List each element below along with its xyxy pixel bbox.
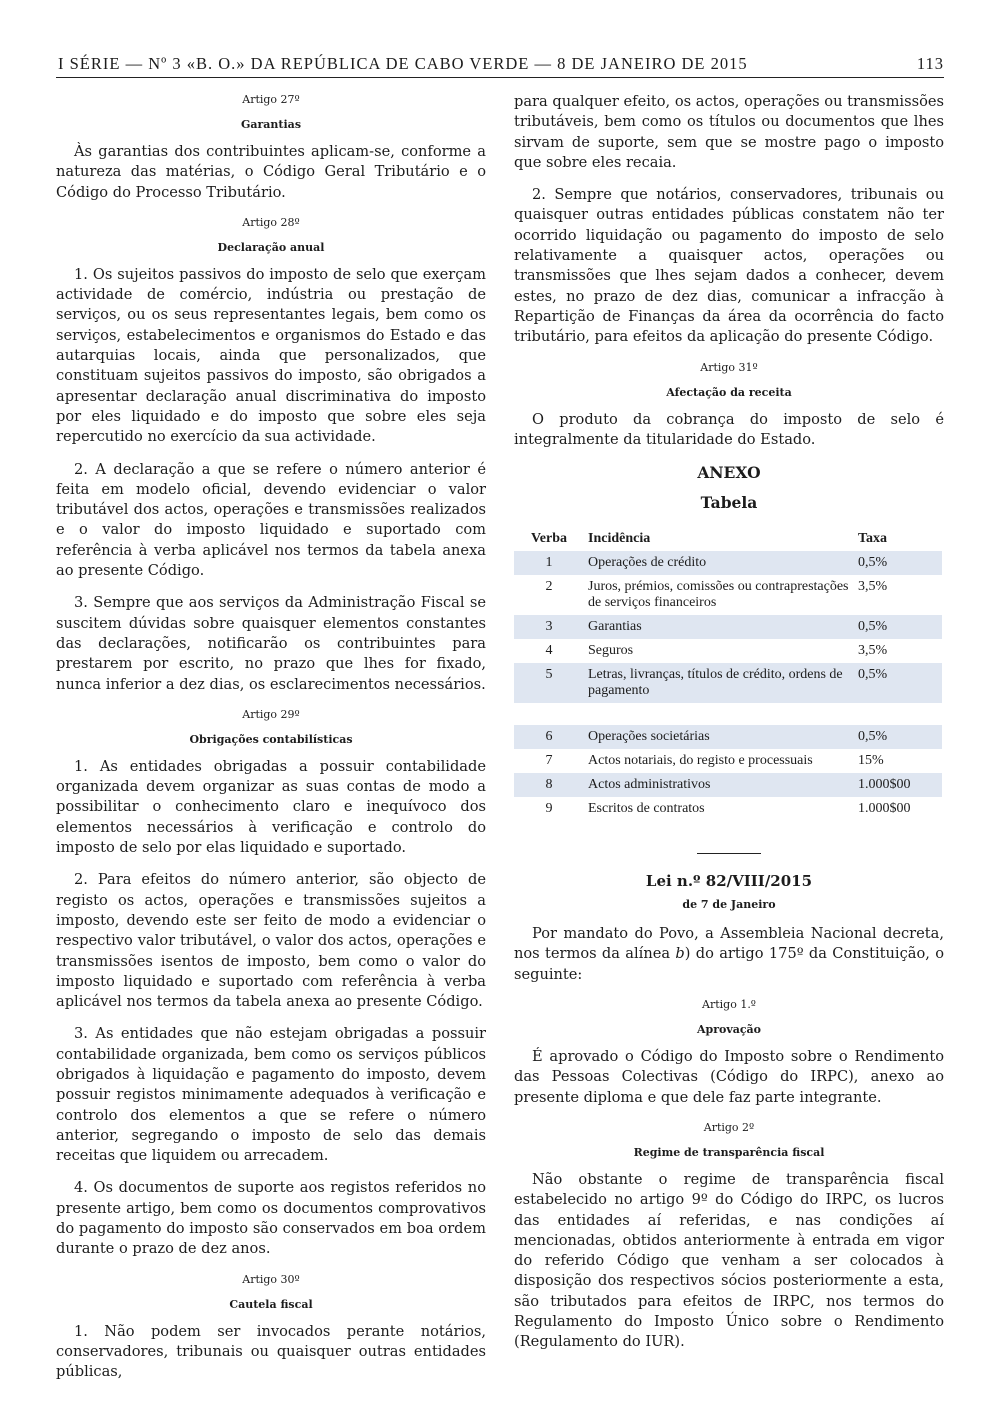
tax-table bbox=[514, 528, 942, 821]
article-1-heading: Aprovação bbox=[696, 1023, 762, 1037]
paragraph: 4. Os documentos de suporte aos registos referidos no presente artigo, bem como os documentos comprovativos do pagamento do imposto são conservados em boa ordem durante o prazo de dez anos. bbox=[56, 1179, 486, 1258]
paragraph: 1. As entidades obrigadas a possuir contabilidade organizada devem organizar as suas contas de modo a possibilitar o conhecimento claro e inequívoco dos elementos necessários à verificação e controlo do imposto de selo por elas liquidado e suportado. bbox=[56, 757, 486, 857]
cell-taxa: 1.000$00 bbox=[858, 801, 911, 817]
article-28-label: Artigo 28º bbox=[242, 215, 300, 229]
table-row bbox=[514, 797, 942, 821]
cell-incidencia: Juros, prémios, comissões ou contraprestações de serviços financeiros bbox=[588, 579, 849, 611]
cell-verba: 7 bbox=[545, 753, 553, 769]
article-31-label: Artigo 31º bbox=[700, 360, 758, 374]
law-intro-c: ) do artigo 175º da Constituição, o seguinte: bbox=[514, 945, 944, 983]
table-header-row bbox=[514, 528, 942, 551]
law-intro bbox=[514, 924, 944, 985]
cell-incidencia: Operações de crédito bbox=[584, 551, 854, 575]
article-27-label: Artigo 27º bbox=[242, 93, 300, 106]
cell-taxa: 0,5% bbox=[854, 615, 942, 639]
cell-taxa: 0,5% bbox=[854, 551, 942, 575]
paragraph: Não obstante o regime de transparência fiscal estabelecido no artigo 9º do Código do IRPC, os lucros das entidades aí referidas, e nas condições aí mencionadas, obtidos anteriormente à entrada em vigor do referido Código que venham a ser colocados à disposição dos respectivos sócios posteriormente a esta, são tributados para efeitos de IRPC, nos termos do Regulamento do Imposto Único sobre o Rendimento (Regulamento do IUR). bbox=[514, 1170, 944, 1351]
left-column bbox=[56, 92, 486, 1395]
cell-taxa: 0,5% bbox=[854, 725, 942, 749]
table-row bbox=[514, 615, 942, 639]
table-row bbox=[514, 575, 942, 615]
article-29-heading: Obrigações contabilísticas bbox=[189, 732, 353, 746]
article-28-heading: Declaração anual bbox=[217, 240, 325, 254]
page-header bbox=[58, 54, 944, 76]
table-row bbox=[514, 773, 942, 797]
cell-incidencia: Operações societárias bbox=[584, 725, 854, 749]
table-row bbox=[514, 663, 942, 703]
table-row bbox=[514, 749, 942, 773]
section-divider bbox=[697, 853, 761, 854]
table-spacer-row bbox=[514, 703, 942, 725]
article-30-label: Artigo 30º bbox=[242, 1272, 300, 1286]
cell-verba: 9 bbox=[545, 801, 553, 817]
law-title: Lei n.º 82/VIII/2015 bbox=[645, 872, 813, 891]
cell-taxa: 3,5% bbox=[858, 579, 888, 595]
paragraph: 3. Sempre que aos serviços da Administração Fiscal se suscitem dúvidas sobre quaisquer elementos constantes das declarações, notificarão os contribuintes para prestarem por escrito, no prazo que lhes for fixado, nunca inferior a dez dias, os esclarecimentos necessários. bbox=[56, 594, 486, 693]
table-row bbox=[514, 551, 942, 575]
article-2-label: Artigo 2º bbox=[703, 1120, 755, 1134]
cell-incidencia: Actos administrativos bbox=[584, 773, 854, 797]
paragraph: 2. A declaração a que se refere o número anterior é feita em modelo oficial, devendo evidenciar o valor tributável dos actos, operações e transmissões realizados e o valor do imposto liquidado e suportado com referência à verba aplicável nos termos da tabela anexa ao presente Código. bbox=[56, 460, 486, 580]
paragraph-continuation: para qualquer efeito, os actos, operações ou transmissões tributáveis, bem como os títulos ou documentos que lhes sirvam de suporte, sem que se mostre pago o imposto que sobre eles recaia. bbox=[514, 93, 944, 171]
cell-incidencia: Garantias bbox=[584, 615, 854, 639]
table-title: Tabela bbox=[700, 493, 758, 513]
right-column bbox=[514, 92, 944, 1365]
table-row bbox=[514, 725, 942, 749]
article-30-heading: Cautela fiscal bbox=[229, 1297, 313, 1311]
paragraph: É aprovado o Código do Imposto sobre o Rendimento das Pessoas Colectivas (Código do IRPC), anexo ao presente diploma e que dele faz parte integrante. bbox=[514, 1048, 944, 1106]
law-intro-a: Por mandato do Povo, a Assembleia Nacional decreta, nos termos da alínea bbox=[514, 925, 944, 963]
column-header-taxa: Taxa bbox=[858, 531, 888, 547]
page-number: 113 bbox=[916, 54, 944, 73]
cell-verba: 6 bbox=[514, 725, 584, 749]
cell-verba: 4 bbox=[545, 643, 553, 659]
paragraph: 1. Não podem ser invocados perante notários, conservadores, tribunais ou quaisquer outras entidades públicas, bbox=[56, 1322, 486, 1381]
law-date: de 7 de Janeiro bbox=[682, 898, 776, 912]
header-rule bbox=[56, 77, 944, 78]
article-2-heading: Regime de transparência fiscal bbox=[633, 1145, 825, 1159]
cell-incidencia: Letras, livranças, títulos de crédito, ordens de pagamento bbox=[584, 663, 854, 703]
cell-verba: 1 bbox=[514, 551, 584, 575]
column-header-incidencia: Incidência bbox=[588, 531, 651, 547]
paragraph: 1. Os sujeitos passivos do imposto de selo que exerçam actividade de comércio, indústria ou prestação de serviços, ou os seus representantes legais, bem como os serviços, estabelecimentos e organismos do Estado e das autarquias locais, ainda que personalizados, que constituam sujeitos passivos do imposto, são obrigados a apresentar declaração anual discriminativa do imposto por eles liquidado e do imposto que sobre eles seja repercutido no exercício da sua actividade. bbox=[56, 265, 486, 446]
paragraph: 3. As entidades que não estejam obrigadas a possuir contabilidade organizada, bem como os serviços públicos obrigados à liquidação e pagamento do imposto, devem possuir registos minimamente adequados à verificação e controlo dos elementos a que se refere o número anterior, segregando o imposto de selo das demais receitas que liquidem ou arrecadem. bbox=[56, 1025, 486, 1165]
cell-verba: 2 bbox=[545, 579, 553, 595]
table-row bbox=[514, 639, 942, 663]
header-title: I SÉRIE — Nº 3 «B. O.» DA REPÚBLICA DE CABO VERDE — 8 DE JANEIRO DE 2015 bbox=[58, 54, 748, 73]
cell-verba: 5 bbox=[514, 663, 584, 703]
column-header-verba: Verba bbox=[530, 531, 568, 547]
article-31-heading: Afectação da receita bbox=[666, 385, 792, 399]
cell-verba: 8 bbox=[514, 773, 584, 797]
cell-incidencia: Seguros bbox=[588, 643, 634, 659]
law-intro-b: b bbox=[675, 945, 685, 963]
cell-incidencia: Escritos de contratos bbox=[588, 801, 705, 817]
annex-title: ANEXO bbox=[697, 463, 761, 483]
paragraph: O produto da cobrança do imposto de selo é integralmente da titularidade do Estado. bbox=[514, 410, 944, 448]
cell-taxa: 1.000$00 bbox=[854, 773, 942, 797]
article-27-heading: Garantias bbox=[240, 118, 302, 131]
paragraph: Às garantias dos contribuintes aplicam-se, conforme a natureza das matérias, o Código Geral Tributário e o Código do Processo Tributário. bbox=[56, 143, 486, 201]
cell-taxa: 0,5% bbox=[854, 663, 942, 703]
article-1-label: Artigo 1.º bbox=[702, 998, 756, 1012]
article-29-label: Artigo 29º bbox=[242, 707, 300, 721]
cell-taxa: 3,5% bbox=[858, 643, 888, 659]
cell-taxa: 15% bbox=[858, 753, 884, 769]
cell-incidencia: Actos notariais, do registo e processuais bbox=[588, 753, 813, 769]
paragraph: 2. Para efeitos do número anterior, são objecto de registo os actos, operações e transmissões sujeitos a imposto, devendo este ser feito de modo a evidenciar o respectivo valor tributável, o valor dos actos, operações e transmissões isentos de imposto, bem como o valor do imposto liquidado e suportado com referência à verba aplicável nos termos da tabela anexa ao presente Código. bbox=[56, 871, 486, 1011]
paragraph: 2. Sempre que notários, conservadores, tribunais ou quaisquer outras entidades públicas constatem não ter ocorrido liquidação ou pagamento do imposto de selo relativamente a quaisquer actos, operações ou transmissões que lhes sejam dados a conhecer, devem estes, no prazo de dez dias, comunicar a infracção à Repartição de Finanças da área da ocorrência do facto tributário, para efeitos da aplicação do presente Código. bbox=[514, 186, 944, 346]
cell-verba: 3 bbox=[514, 615, 584, 639]
